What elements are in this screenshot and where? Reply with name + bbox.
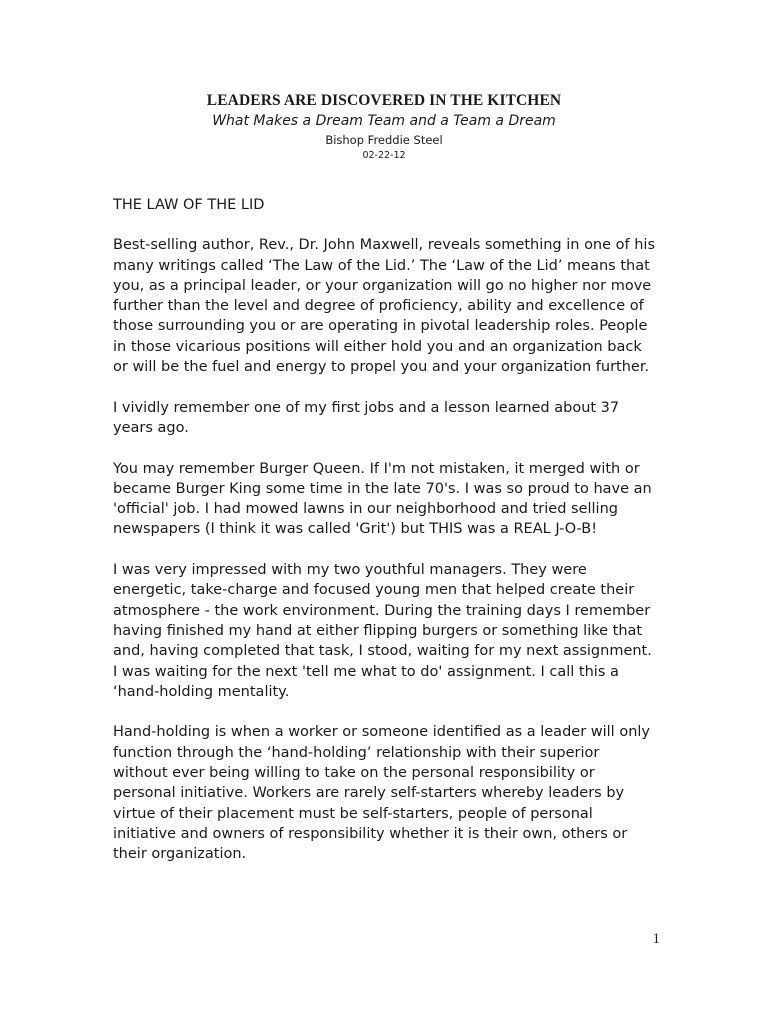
document-subtitle: What Makes a Dream Team and a Team a Dream (212, 113, 556, 129)
document-header (0, 91, 768, 163)
paragraph: Best-selling author, Rev., Dr. John Maxwell, reveals something in one of his many writings called ‘The Law of the Lid.’ The ‘Law of the Lid’ means that you, as a principal leader, or your organization will go no higher nor move further than the level and degree of proficiency, ability and excellence of those surrounding you or are operating in pivotal leadership roles. People in those vicarious positions will either hold you and an organization back or will be the fuel and energy to propel you and your organization further. (113, 237, 656, 376)
document-author: Bishop Freddie Steel (325, 133, 443, 147)
section-heading: THE LAW OF THE LID (113, 197, 265, 213)
document-body (113, 195, 658, 885)
page-number: 1 (652, 931, 660, 947)
paragraph: Hand-holding is when a worker or someone identified as a leader will only function through the ‘hand-holding’ relationship with their superior without ever being willing to take on the personal responsibility or personal initiative. Workers are rarely self-starters whereby leaders by virtue of their placement must be self-starters, people of personal initiative and owners of responsibility whether it is their own, others or their organization. (113, 724, 650, 863)
paragraph: I was very impressed with my two youthful managers. They were energetic, take-charge and focused young men that helped create their atmosphere - the work environment. During the training days I remember having finished my hand at either flipping burgers or something like that and, having completed that task, I stood, waiting for my next assignment. I was waiting for the next 'tell me what to do' assignment. I call this a ‘hand-holding mentality. (113, 562, 652, 700)
paragraph: You may remember Burger Queen. If I'm not mistaken, it merged with or became Burger King some time in the late 70's. I was so proud to have an 'official' job. I had mowed lawns in our neighborhood and tried selling newspapers (I think it was called 'Grit') but THIS was a REAL J-O-B! (113, 460, 652, 538)
document-date: 02-22-12 (362, 150, 406, 161)
document-title: LEADERS ARE DISCOVERED IN THE KITCHEN (206, 92, 562, 109)
paragraph: I vividly remember one of my first jobs and a lesson learned about 37 years ago. (113, 399, 620, 436)
